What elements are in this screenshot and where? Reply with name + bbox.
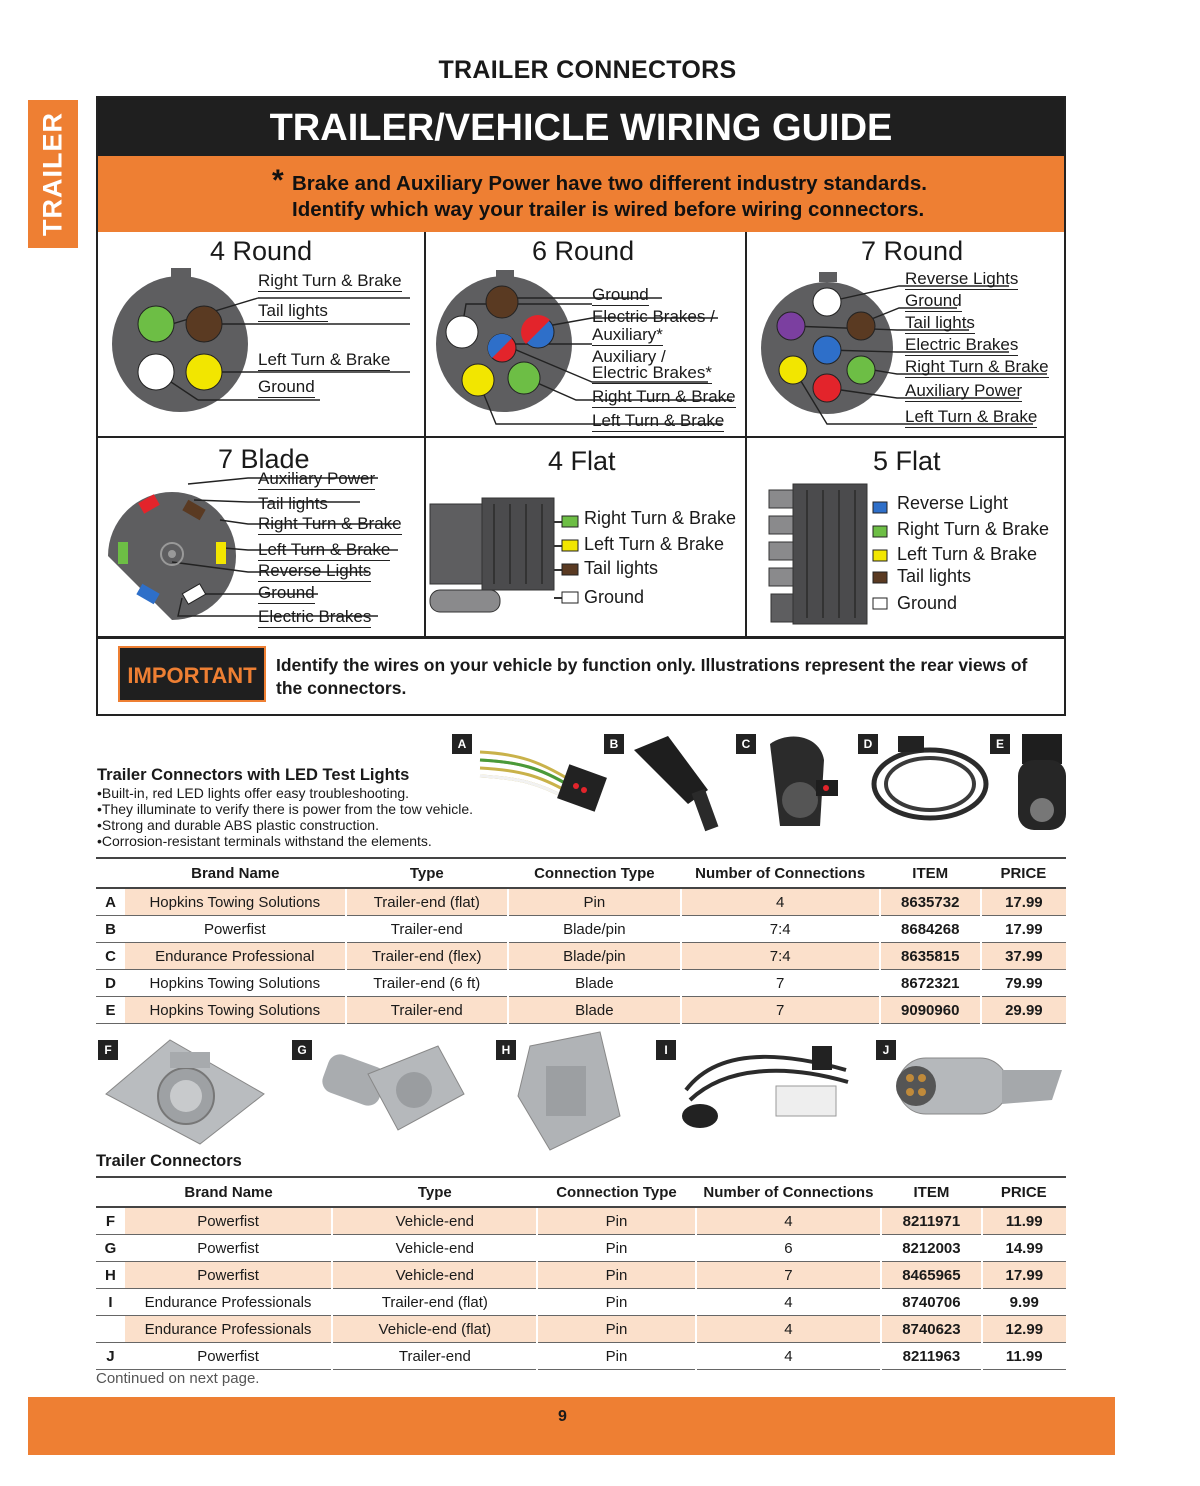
continued-note: Continued on next page. <box>96 1370 260 1387</box>
important-badge: IMPORTANT <box>118 646 266 702</box>
label-6r-ground: Ground <box>592 285 649 304</box>
cell-count: 4 <box>681 888 880 916</box>
row-letter: C <box>96 943 125 970</box>
cell-type: Trailer-end <box>332 1343 537 1370</box>
label-7b-reverse: Reverse Lights <box>258 561 372 580</box>
cell-price: 14.99 <box>982 1235 1066 1262</box>
led-products-table <box>96 857 1066 1024</box>
label-6r-auxiliary-star: Auxiliary* <box>592 325 663 344</box>
label-6r-auxiliary: Auxiliary / <box>592 347 666 366</box>
cell-connection: Pin <box>537 1343 695 1370</box>
cell-item: 8672321 <box>880 970 981 997</box>
product-image-h <box>510 1026 630 1156</box>
note-asterisk: * <box>272 164 284 197</box>
col-connection-type: Connection Type <box>537 1177 695 1207</box>
photo-letter-f: F <box>98 1040 118 1060</box>
cell-connection: Pin <box>537 1316 695 1343</box>
col-number-of-connections: Number of Connections <box>681 858 880 888</box>
col-price: PRICE <box>981 858 1066 888</box>
cell-count: 7:4 <box>681 943 880 970</box>
cell-type: Trailer-end (flat) <box>332 1289 537 1316</box>
cell-connection: Blade <box>508 970 681 997</box>
cell-connection: Blade/pin <box>508 916 681 943</box>
cell-type: Trailer-end (flat) <box>346 888 509 916</box>
photo-letter-h: H <box>496 1040 516 1060</box>
product-image-b <box>628 730 738 840</box>
table-row <box>96 1316 1066 1343</box>
label-4r-left-turn: Left Turn & Brake <box>258 350 391 369</box>
cell-type: Vehicle-end <box>332 1235 537 1262</box>
photo-letter-i: I <box>656 1040 676 1060</box>
row-letter: H <box>96 1262 125 1289</box>
cell-count: 4 <box>696 1316 882 1343</box>
cell-price: 17.99 <box>981 888 1066 916</box>
cell-count: 7:4 <box>681 916 880 943</box>
cell-price: 17.99 <box>981 916 1066 943</box>
table-row <box>96 888 1066 916</box>
label-5f-reverse: Reverse Light <box>897 493 1009 513</box>
product-image-j <box>892 1030 1067 1130</box>
label-5f-ground: Ground <box>897 593 958 613</box>
label-7r-electric-brakes: Electric Brakes <box>905 335 1019 354</box>
photo-letter-b: B <box>604 734 624 754</box>
label-4f-left-turn: Left Turn & Brake <box>584 534 725 554</box>
cell-type: Vehicle-end <box>332 1207 537 1235</box>
title-7-round: 7 Round <box>861 236 964 266</box>
col-price: PRICE <box>982 1177 1066 1207</box>
label-6r-electric-brakes-star: Electric Brakes* <box>592 363 712 382</box>
cell-count: 7 <box>696 1262 882 1289</box>
label-7r-ground: Ground <box>905 291 962 310</box>
cell-count: 4 <box>696 1343 882 1370</box>
cell-brand: Endurance Professionals <box>125 1316 332 1343</box>
cell-price: 79.99 <box>981 970 1066 997</box>
side-tab <box>28 100 78 248</box>
cell-item: 8211963 <box>881 1343 981 1370</box>
cell-count: 7 <box>681 970 880 997</box>
photo-letter-e: E <box>990 734 1010 754</box>
cell-price: 12.99 <box>982 1316 1066 1343</box>
cell-4-flat <box>426 438 745 636</box>
row-letter: D <box>96 970 125 997</box>
label-5f-left-turn: Left Turn & Brake <box>897 544 1038 564</box>
col-type: Type <box>346 858 509 888</box>
cell-brand: Endurance Professionals <box>125 1289 332 1316</box>
label-4f-ground: Ground <box>584 587 645 607</box>
label-7b-ground: Ground <box>258 583 315 602</box>
led-bullet-2: •They illuminate to verify there is power from the tow vehicle. <box>97 801 474 817</box>
photo-letter-c: C <box>736 734 756 754</box>
table-row <box>96 943 1066 970</box>
title-6-round: 6 Round <box>532 236 635 266</box>
cell-4-round <box>98 232 424 436</box>
label-5f-tail-lights: Tail lights <box>897 566 972 586</box>
row-letter: A <box>96 888 125 916</box>
cell-item: 8211971 <box>881 1207 981 1235</box>
label-7r-auxiliary: Auxiliary Power <box>905 381 1023 400</box>
product-image-e <box>1012 730 1072 840</box>
label-7b-tail-lights: Tail lights <box>258 494 328 513</box>
diagram-4-round <box>98 232 424 436</box>
led-bullet-3: •Strong and durable ABS plastic construction. <box>97 817 379 833</box>
cell-connection: Pin <box>537 1235 695 1262</box>
cell-connection: Pin <box>508 888 681 916</box>
cell-connection: Pin <box>537 1289 695 1316</box>
led-bullets <box>97 785 473 849</box>
product-image-i <box>676 1030 866 1140</box>
note-line-2: Identify which way your trailer is wired before wiring connectors. <box>292 198 925 221</box>
cell-type: Trailer-end (6 ft) <box>346 970 509 997</box>
product-image-g <box>318 1034 468 1144</box>
guide-header: TRAILER/VEHICLE WIRING GUIDE <box>98 98 1064 156</box>
title-4-round: 4 Round <box>210 236 313 266</box>
label-4r-right-turn: Right Turn & Brake <box>258 271 402 290</box>
row-letter <box>96 1316 125 1343</box>
table-row <box>96 1289 1066 1316</box>
page-number: 9 <box>558 1408 567 1425</box>
col-item: ITEM <box>880 858 981 888</box>
table-row <box>96 1262 1066 1289</box>
table-row <box>96 997 1066 1024</box>
row-letter: G <box>96 1235 125 1262</box>
label-4r-tail-lights: Tail lights <box>258 301 328 320</box>
col-type: Type <box>332 1177 537 1207</box>
led-bullet-4: •Corrosion-resistant terminals withstand the elements. <box>97 833 432 849</box>
photo-letter-j: J <box>876 1040 896 1060</box>
cell-type: Vehicle-end (flat) <box>332 1316 537 1343</box>
table-row <box>96 970 1066 997</box>
label-5f-right-turn: Right Turn & Brake <box>897 519 1050 539</box>
cell-item: 9090960 <box>880 997 981 1024</box>
cell-count: 4 <box>696 1207 882 1235</box>
table-row <box>96 1235 1066 1262</box>
cell-item: 8465965 <box>881 1262 981 1289</box>
page-title: TRAILER CONNECTORS <box>438 56 737 84</box>
product-image-c <box>760 730 850 840</box>
cell-price: 9.99 <box>982 1289 1066 1316</box>
product-image-d <box>868 730 998 830</box>
cell-6-round <box>426 232 745 436</box>
title-4-flat: 4 Flat <box>548 446 616 476</box>
label-6r-electric-brakes: Electric Brakes / <box>592 307 715 326</box>
label-4f-right-turn: Right Turn & Brake <box>584 508 737 528</box>
cell-connection: Blade <box>508 997 681 1024</box>
note-line-1: Brake and Auxiliary Power have two different industry standards. <box>292 172 927 195</box>
label-7r-right-turn: Right Turn & Brake <box>905 357 1049 376</box>
table-row <box>96 1207 1066 1235</box>
cell-item: 8684268 <box>880 916 981 943</box>
cell-count: 7 <box>681 997 880 1024</box>
product-image-a <box>470 740 620 820</box>
led-bullet-1: •Built-in, red LED lights offer easy troubleshooting. <box>97 785 410 801</box>
row-letter: J <box>96 1343 125 1370</box>
cell-connection: Pin <box>537 1262 695 1289</box>
cell-price: 37.99 <box>981 943 1066 970</box>
cell-price: 29.99 <box>981 997 1066 1024</box>
cell-brand: Powerfist <box>125 1207 332 1235</box>
label-6r-right-turn: Right Turn & Brake <box>592 387 736 406</box>
cell-brand: Powerfist <box>125 1343 332 1370</box>
side-tab-label: TRAILER <box>37 112 68 236</box>
cell-type: Vehicle-end <box>332 1262 537 1289</box>
cell-7-round <box>747 232 1064 436</box>
label-4f-tail-lights: Tail lights <box>584 558 659 578</box>
label-4r-ground: Ground <box>258 377 315 396</box>
cell-brand: Endurance Professional <box>125 943 345 970</box>
label-7b-electric-brakes: Electric Brakes <box>258 607 372 626</box>
row-letter: F <box>96 1207 125 1235</box>
table-row <box>96 916 1066 943</box>
cell-type: Trailer-end <box>346 997 509 1024</box>
connector-products-table <box>96 1176 1066 1370</box>
label-7b-auxiliary: Auxiliary Power <box>258 469 376 488</box>
label-7b-left-turn: Left Turn & Brake <box>258 540 391 559</box>
table-row <box>96 1343 1066 1370</box>
col-number-of-connections: Number of Connections <box>696 1177 882 1207</box>
photo-letter-g: G <box>292 1040 312 1060</box>
cell-5-flat <box>747 438 1064 636</box>
photo-letter-a: A <box>452 734 472 754</box>
cell-brand: Hopkins Towing Solutions <box>125 997 345 1024</box>
cell-type: Trailer-end (flex) <box>346 943 509 970</box>
label-7r-reverse: Reverse Lights <box>905 269 1019 288</box>
cell-connection: Blade/pin <box>508 943 681 970</box>
cell-brand: Powerfist <box>125 1235 332 1262</box>
label-7b-right-turn: Right Turn & Brake <box>258 514 402 533</box>
label-6r-left-turn: Left Turn & Brake <box>592 411 725 430</box>
cell-count: 4 <box>696 1289 882 1316</box>
col-brand-name: Brand Name <box>125 858 345 888</box>
row-letter: B <box>96 916 125 943</box>
row-letter: I <box>96 1289 125 1316</box>
guide-note <box>98 156 1064 232</box>
cell-brand: Powerfist <box>125 916 345 943</box>
col-connection-type: Connection Type <box>508 858 681 888</box>
footer-bar <box>28 1397 1115 1455</box>
important-text: Identify the wires on your vehicle by function only. Illustrations represent the rear views of the connectors. <box>276 655 1028 698</box>
cell-connection: Pin <box>537 1207 695 1235</box>
cell-brand: Powerfist <box>125 1262 332 1289</box>
label-7r-tail-lights: Tail lights <box>905 313 975 332</box>
cell-brand: Hopkins Towing Solutions <box>125 888 345 916</box>
col-brand-name: Brand Name <box>125 1177 332 1207</box>
cell-price: 17.99 <box>982 1262 1066 1289</box>
row-letter: E <box>96 997 125 1024</box>
cell-item: 8635732 <box>880 888 981 916</box>
cell-item: 8212003 <box>881 1235 981 1262</box>
wiring-guide <box>96 96 1066 716</box>
cell-item: 8740706 <box>881 1289 981 1316</box>
led-section-title: Trailer Connectors with LED Test Lights <box>97 766 410 784</box>
cell-7-blade <box>98 438 424 636</box>
cell-count: 6 <box>696 1235 882 1262</box>
product-image-f <box>100 1030 270 1150</box>
label-7r-left-turn: Left Turn & Brake <box>905 407 1038 426</box>
cell-price: 11.99 <box>982 1207 1066 1235</box>
cell-type: Trailer-end <box>346 916 509 943</box>
diagram-7-round <box>747 232 1064 436</box>
col-item: ITEM <box>881 1177 981 1207</box>
title-7-blade: 7 Blade <box>218 444 310 474</box>
cell-item: 8635815 <box>880 943 981 970</box>
cell-brand: Hopkins Towing Solutions <box>125 970 345 997</box>
photo-letter-d: D <box>858 734 878 754</box>
cell-item: 8740623 <box>881 1316 981 1343</box>
connector-section-title: Trailer Connectors <box>96 1152 242 1170</box>
cell-price: 11.99 <box>982 1343 1066 1370</box>
title-5-flat: 5 Flat <box>873 446 941 476</box>
